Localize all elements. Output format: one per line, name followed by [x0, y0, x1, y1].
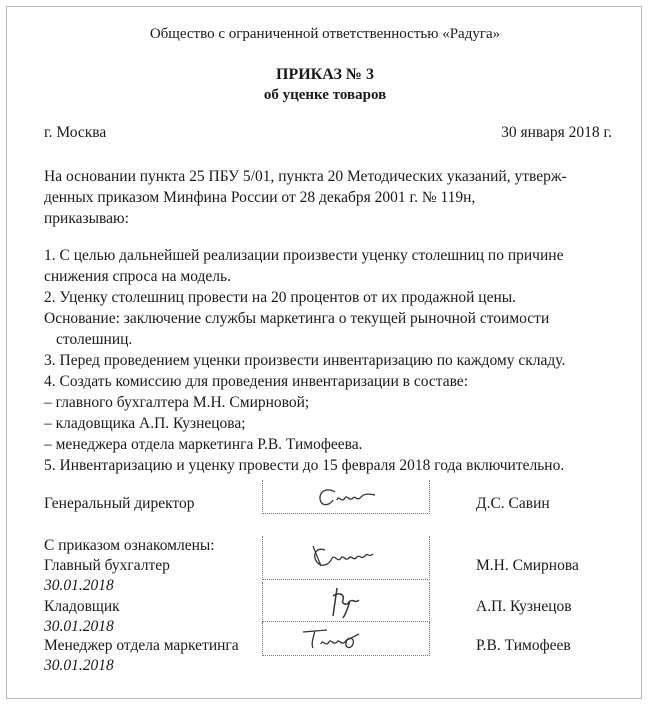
order-date: 30 января 2018 г. — [501, 124, 612, 141]
acquainted-name: Р.В. Тимофеев — [476, 637, 571, 654]
order-item-line: 5. Инвентаризацию и уценку провести до 15 февраля 2018 года включительно. — [44, 457, 565, 474]
order-item-line: 3. Перед проведением уценки произвести инвентаризацию по каждому складу. — [44, 352, 566, 369]
order-item-line: 4. Создать комиссию для проведения инвентаризации в составе: — [44, 373, 468, 390]
order-city: г. Москва — [44, 124, 107, 141]
director-signature — [263, 480, 431, 514]
order-item-line: столешниц. — [56, 331, 133, 348]
preamble-line: приказываю: — [44, 210, 129, 227]
marketing-signature-box — [262, 622, 430, 656]
director-signature-box — [262, 480, 430, 514]
preamble-line: денных приказом Минфина России от 28 декабря 2001 г. № 119н, — [44, 189, 476, 206]
acquainted-name: А.П. Кузнецов — [476, 598, 572, 615]
order-item-line: снижения спроса на модель. — [44, 268, 231, 285]
organization-name: Общество с ограниченной ответственностью «Радуга» — [149, 26, 501, 42]
order-item-line: – главного бухгалтера М.Н. Смирновой; — [44, 394, 310, 411]
storekeeper-signature — [263, 582, 431, 622]
storekeeper-signature-box — [262, 582, 430, 622]
order-items — [44, 245, 624, 476]
marketing-signature — [263, 622, 431, 656]
order-item-line: 1. С целью дальнейшей реализации произвести уценку столешниц по причине — [44, 247, 564, 264]
acquainted-date: 30.01.2018 — [44, 577, 114, 594]
director-name: Д.С. Савин — [476, 495, 550, 512]
acquainted-date: 30.01.2018 — [44, 618, 114, 635]
acquainted-date: 30.01.2018 — [44, 657, 114, 674]
order-title: ПРИКАЗ № 3 — [276, 66, 374, 83]
order-item-line: – кладовщика А.П. Кузнецова; — [44, 415, 246, 432]
order-item-line: Основание: заключение службы маркетинга о текущей рыночной стоимости — [44, 310, 550, 327]
acquainted-position: Кладовщик — [44, 598, 120, 615]
director-position: Генеральный директор — [44, 495, 195, 512]
order-subtitle: об уценке товаров — [263, 87, 387, 103]
preamble — [44, 166, 624, 229]
acquainted-heading: С приказом ознакомлены: — [44, 537, 215, 554]
order-item-line: 2. Уценку столешниц провести на 20 процентов от их продажной цены. — [44, 289, 517, 306]
preamble-line: На основании пункта 25 ПБУ 5/01, пункта 20 Методических указаний, утверж- — [44, 168, 567, 185]
acquainted-position: Главный бухгалтер — [44, 557, 170, 574]
acquainted-position: Менеджер отдела маркетинга — [44, 637, 239, 654]
accountant-signature-box — [262, 536, 430, 580]
order-item-line: – менеджера отдела маркетинга Р.В. Тимофеева. — [44, 436, 363, 453]
acquainted-name: М.Н. Смирнова — [476, 557, 579, 574]
accountant-signature — [263, 536, 431, 580]
